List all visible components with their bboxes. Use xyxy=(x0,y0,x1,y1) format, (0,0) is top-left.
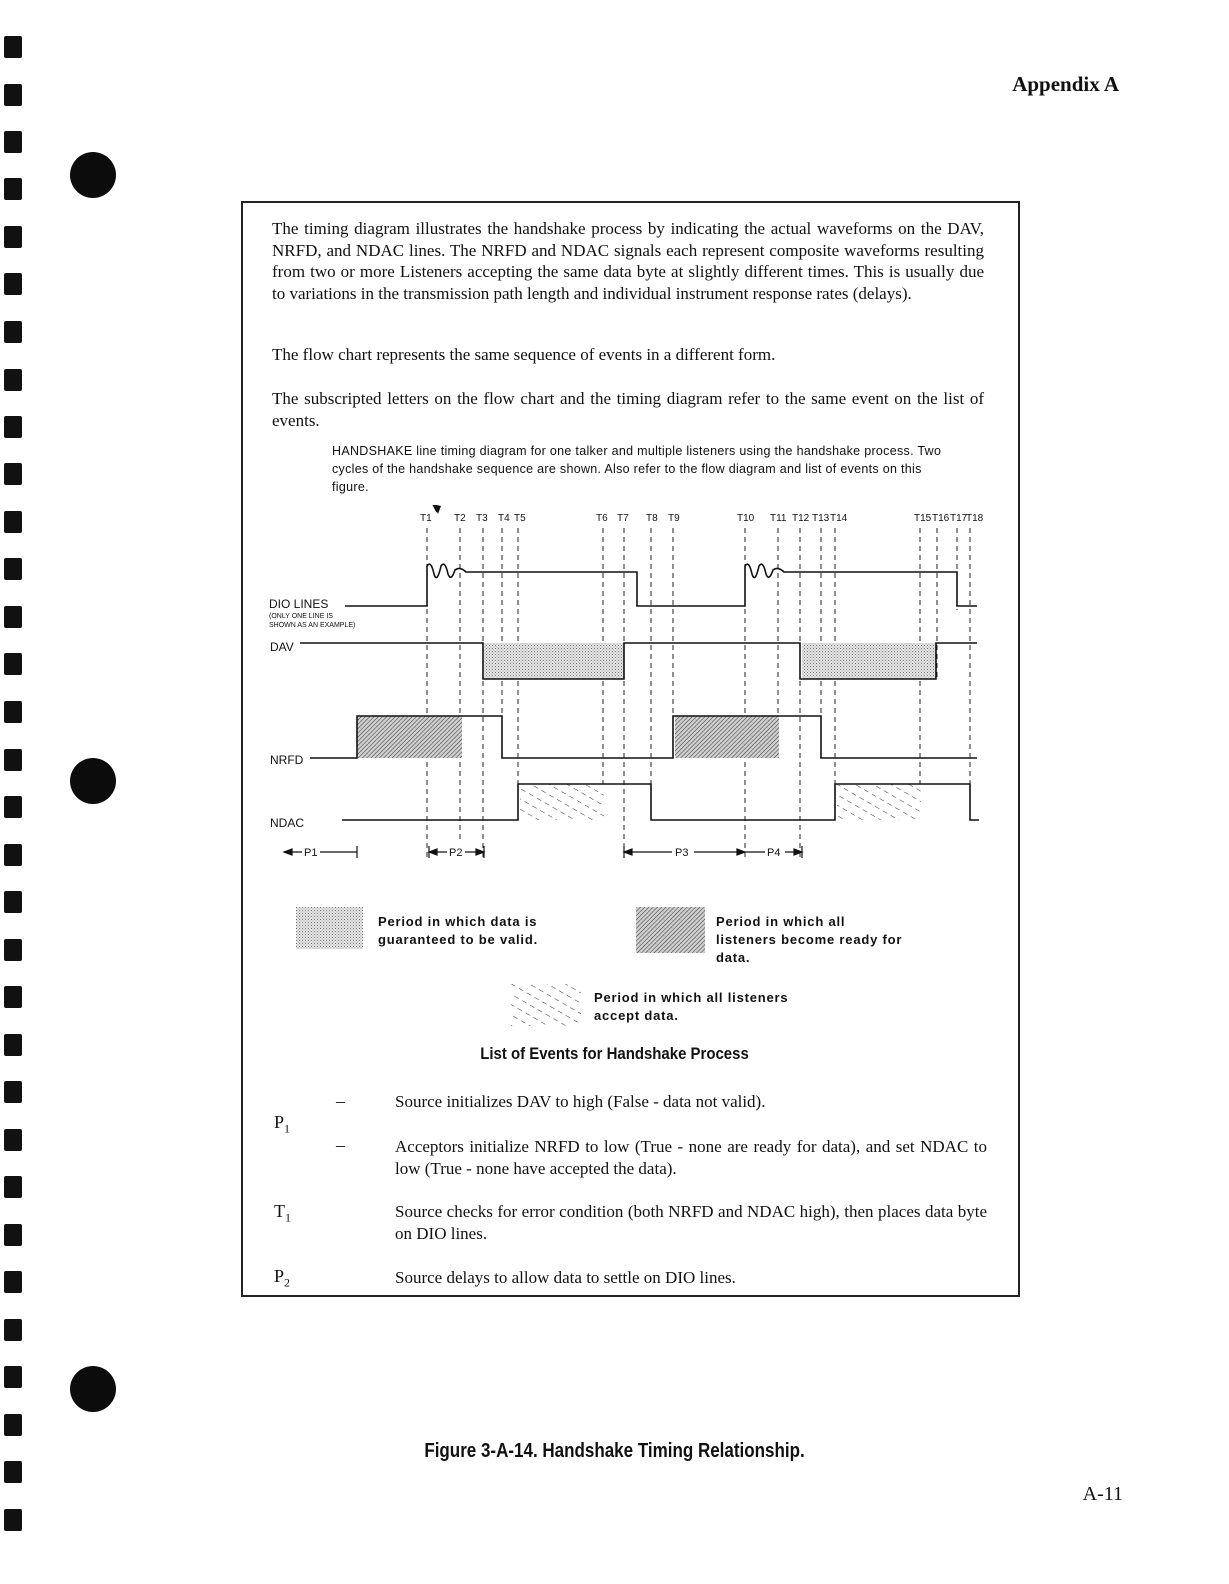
diagram-caption: HANDSHAKE line timing diagram for one talker and multiple listeners using the handshake process. Two cycles of the handshake sequence are shown. Also refer to the flow diagram and list of events on this figure. xyxy=(332,444,942,494)
period-label: P1 xyxy=(304,847,318,859)
legend-accept-text: Period in which all listeners accept data. xyxy=(594,990,789,1023)
t-label: T11 xyxy=(770,513,787,524)
event-label: $P_2$ xyxy=(274,1266,291,1290)
t-label: T15 xyxy=(914,513,932,524)
dio-label: DIO LINES xyxy=(269,597,329,611)
dio-note: (ONLY ONE LINE IS xyxy=(269,613,333,620)
t-label: T5 xyxy=(514,513,526,524)
t-label: T7 xyxy=(617,513,629,524)
legend-ready-text: Period in which all listeners become ready for data. xyxy=(716,914,903,965)
t-label: T14 xyxy=(830,513,848,524)
t-label: T18 xyxy=(966,513,984,524)
figure-caption: Figure 3-A-14. Handshake Timing Relationship. xyxy=(424,1440,805,1462)
event-label: $T_1$ xyxy=(274,1201,291,1225)
period-label: P2 xyxy=(449,847,463,859)
legend-valid-text: Period in which data is guaranteed to be valid. xyxy=(378,914,538,947)
t-label: T8 xyxy=(646,513,658,524)
binder-hole xyxy=(70,152,116,198)
t-label: T13 xyxy=(812,513,830,524)
event-text: Source initializes DAV to high (False - data not valid). xyxy=(395,1092,766,1111)
t-label: T10 xyxy=(737,513,755,524)
t-label: T3 xyxy=(476,513,488,524)
nrfd-label: NRFD xyxy=(270,753,304,767)
event-dash: – xyxy=(336,1091,345,1111)
t-label: T9 xyxy=(668,513,680,524)
legend-swatch-valid xyxy=(296,907,363,949)
t-label: T1 xyxy=(420,513,432,524)
timing-diagram xyxy=(262,505,984,865)
intro-paragraph-1: The timing diagram illustrates the handshake process by indicating the actual waveforms on the DAV, NRFD, and NDAC lines. The NRFD and NDAC signals each represent composite waveforms resulting from two or more Listeners accepting the same data byte at slightly different times. This is usually due to variations in the transmission path length and individual instrument response rates (delays). xyxy=(272,219,984,303)
t-label: T6 xyxy=(596,513,608,524)
event-label: $P_1$ xyxy=(274,1112,291,1136)
dio-note: SHOWN AS AN EXAMPLE) xyxy=(269,622,356,629)
dav-label: DAV xyxy=(270,640,294,654)
ndac-label: NDAC xyxy=(270,816,305,830)
section-header: Appendix A xyxy=(1012,72,1119,96)
t-label: T16 xyxy=(932,513,950,524)
intro-paragraph-2: The flow chart represents the same sequence of events in a different form. xyxy=(272,345,776,364)
legend-swatch-accept xyxy=(511,984,581,1026)
event-text: Source delays to allow data to settle on DIO lines. xyxy=(395,1268,736,1287)
page-number: A-11 xyxy=(1082,1483,1123,1505)
event-text: Source checks for error condition (both NRFD and NDAC high), then places data byte on DIO lines. xyxy=(395,1202,987,1243)
period-label: P4 xyxy=(767,847,781,859)
period-label: P3 xyxy=(675,847,689,859)
t-label: T4 xyxy=(498,513,510,524)
event-dash: – xyxy=(336,1135,345,1155)
t-label: T2 xyxy=(454,513,466,524)
intro-paragraph-3: The subscripted letters on the flow chart and the timing diagram refer to the same event on the list of events. xyxy=(272,389,984,430)
t-label: T12 xyxy=(792,513,810,524)
events-title: List of Events for Handshake Process xyxy=(480,1044,749,1063)
t-label: T17 xyxy=(950,513,968,524)
event-text: Acceptors initialize NRFD to low (True - none are ready for data), and set NDAC to low (True - none have accepted the data). xyxy=(395,1137,987,1178)
legend-swatch-ready xyxy=(636,907,705,953)
binder-hole xyxy=(70,1366,116,1412)
binder-hole xyxy=(70,758,116,804)
